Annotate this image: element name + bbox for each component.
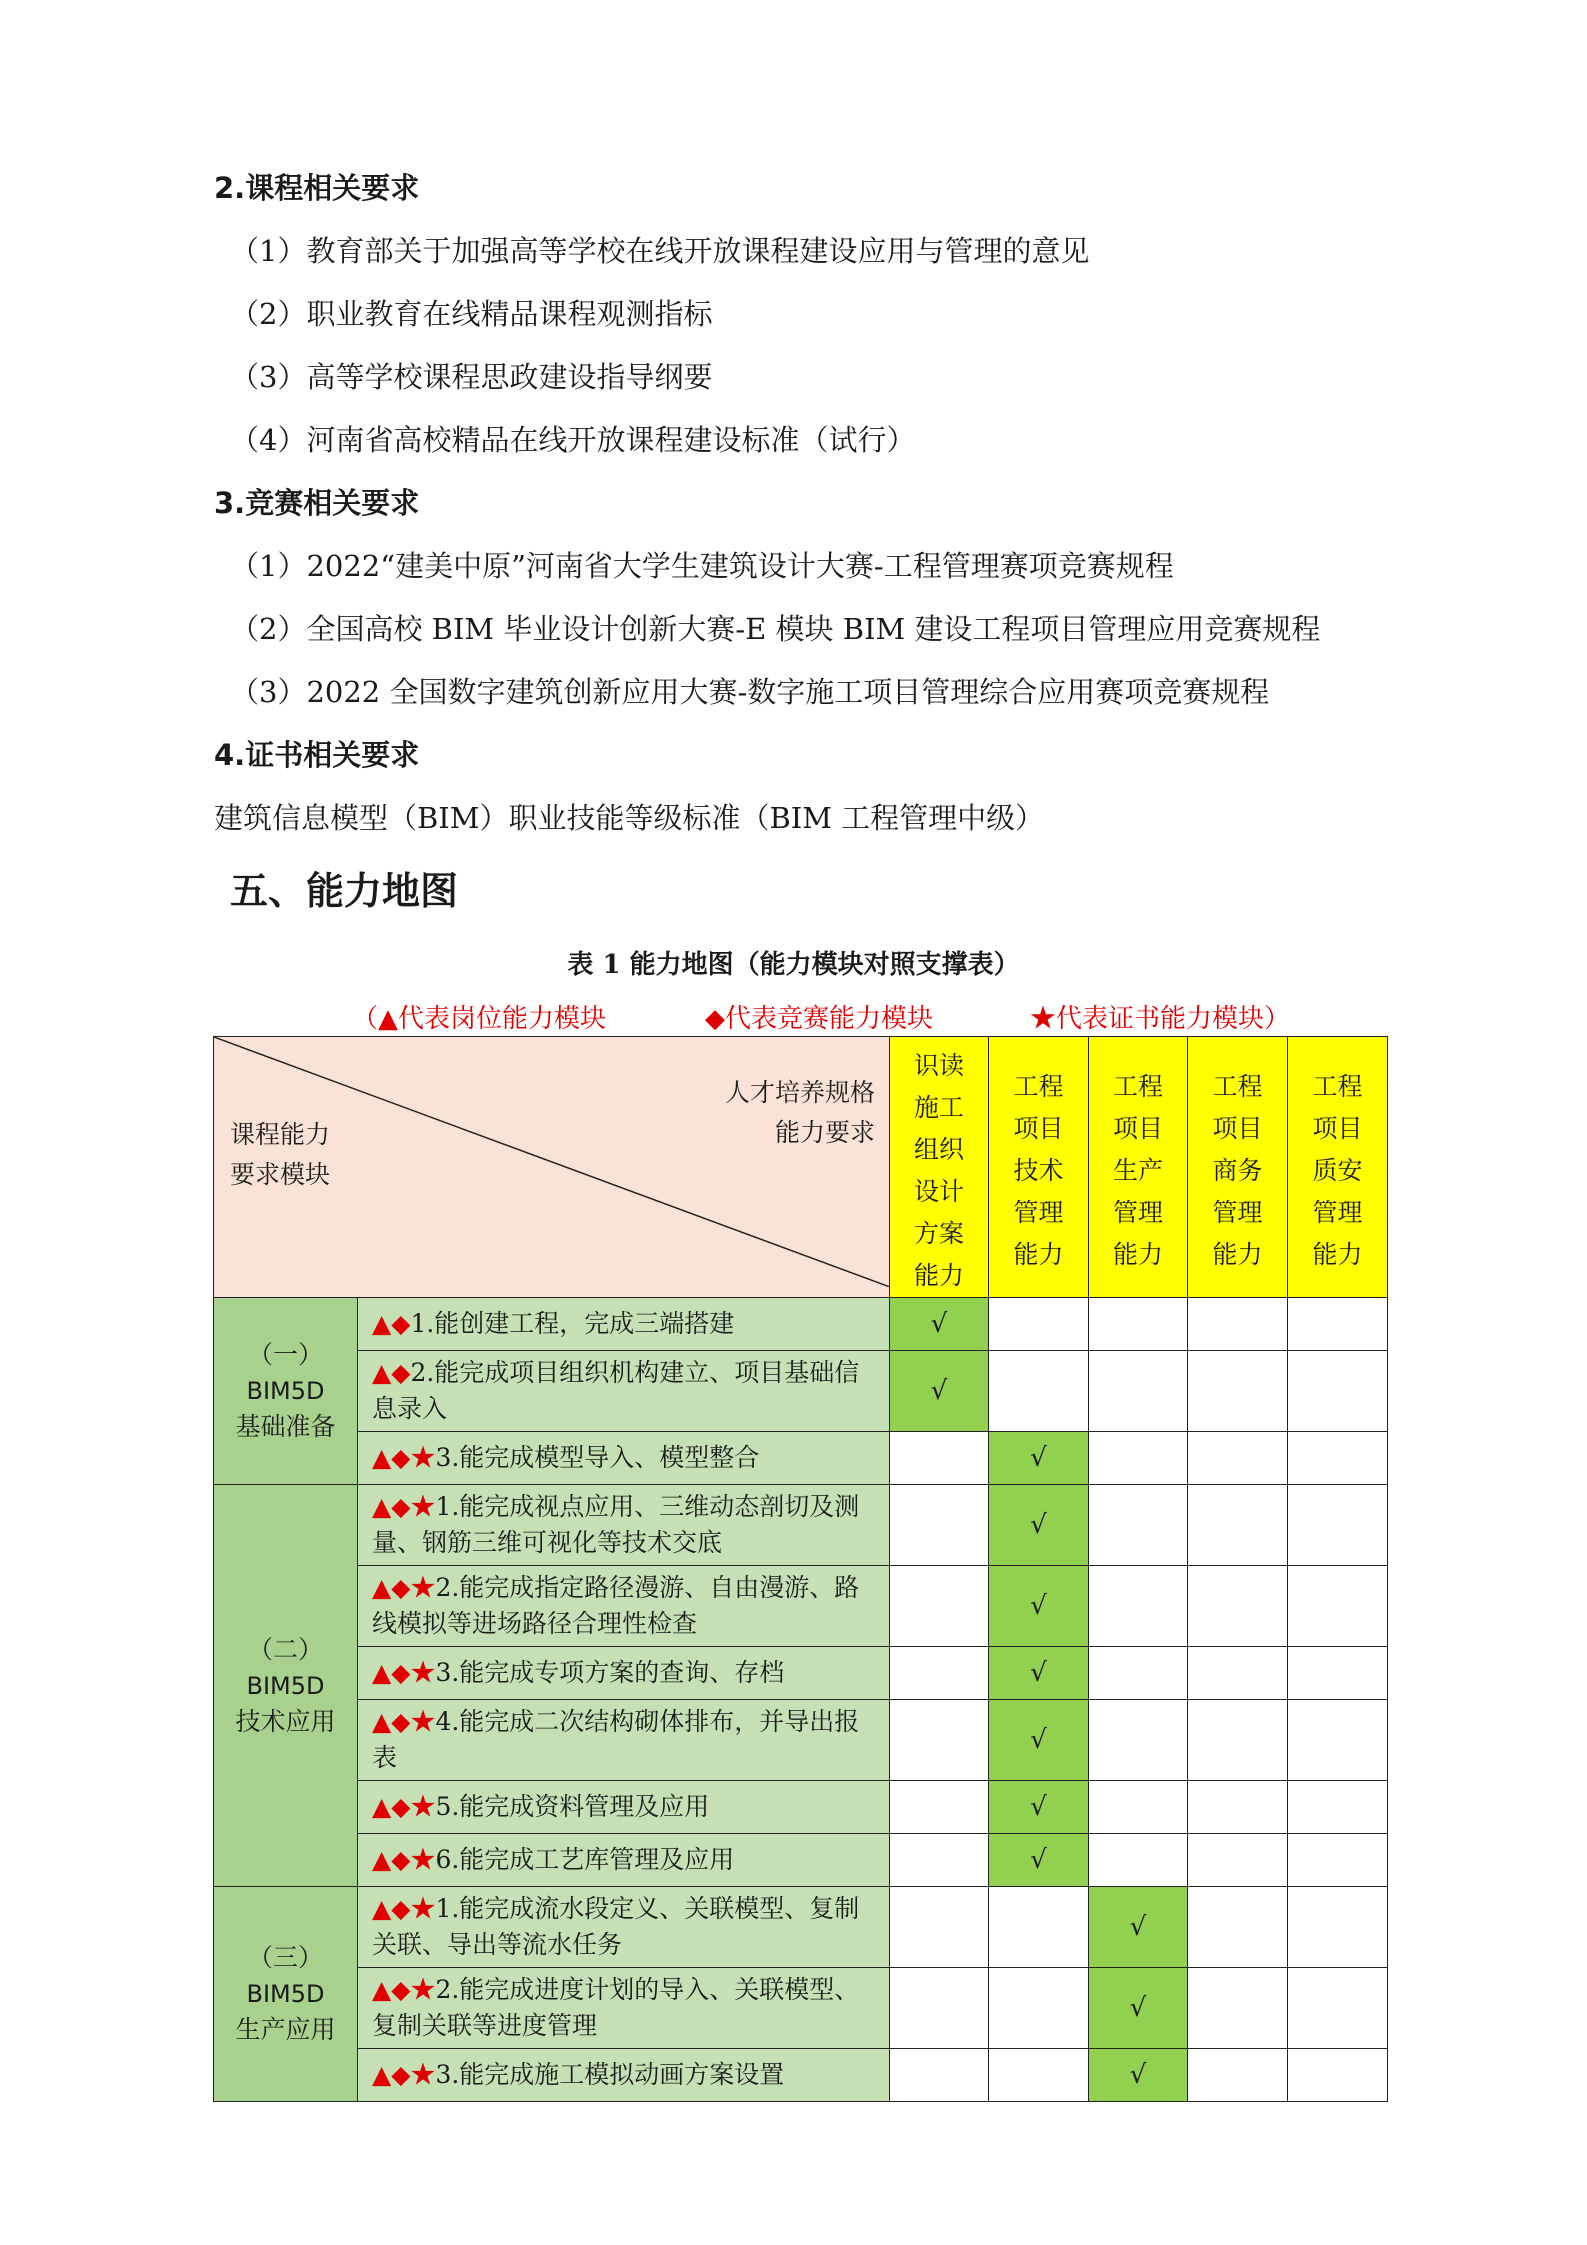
competition-item: （2）全国高校 BIM 毕业设计创新大赛-E 模块 BIM 建设工程项目管理应用竞赛规程 — [230, 612, 1321, 646]
skill-text: 3.能完成施工模拟动画方案设置 — [435, 2060, 785, 2089]
empty-cell — [1288, 1647, 1388, 1700]
module-label-line: BIM5D — [246, 1980, 325, 2008]
ability-map-table — [213, 1036, 1388, 2102]
ability-symbols: ▲◆★ — [372, 1573, 436, 1602]
table-row — [214, 1432, 1388, 1485]
column-header-text: 能力 — [913, 1261, 964, 1290]
header-bottom-left: 课程能力 要求模块 — [230, 1120, 331, 1189]
empty-cell — [1089, 1834, 1188, 1887]
column-header-text: 商务 — [1212, 1156, 1263, 1185]
course-item: （4）河南省高校精品在线开放课程建设标准（试行） — [230, 423, 916, 457]
table-row — [214, 1298, 1388, 1351]
skill-cell — [358, 2049, 890, 2102]
module-label-cell — [214, 1298, 358, 1485]
ability-symbols: ▲◆★ — [372, 1894, 436, 1923]
empty-cell — [989, 1887, 1089, 1968]
skill-text: 1.能完成流水段定义、关联模型、复制关联、导出等流水任务 — [372, 1894, 860, 1959]
column-header-text: 组织 — [913, 1135, 964, 1164]
empty-cell — [1288, 1887, 1388, 1968]
empty-cell — [890, 1781, 989, 1834]
diagonal-header-cell — [214, 1037, 890, 1298]
table-caption: 表 1 能力地图（能力模块对照支撑表） — [567, 950, 1020, 980]
column-header-text: 项目 — [1013, 1114, 1064, 1143]
column-header-text: 能力 — [1112, 1240, 1163, 1269]
column-header — [1188, 1037, 1288, 1298]
empty-cell — [1089, 1647, 1188, 1700]
empty-cell — [890, 1485, 989, 1566]
course-item: （1）教育部关于加强高等学校在线开放课程建设应用与管理的意见 — [230, 234, 1090, 268]
header-top-right: 人才培养规格 能力要求 — [724, 1078, 875, 1147]
empty-cell — [890, 1647, 989, 1700]
check-cell: √ — [989, 1566, 1089, 1647]
ability-symbols: ▲◆★ — [372, 1658, 436, 1687]
skill-cell — [358, 1485, 890, 1566]
empty-cell — [1188, 1566, 1288, 1647]
check-cell: √ — [989, 1647, 1089, 1700]
module-label-line: 技术应用 — [235, 1706, 336, 1736]
legend-competition: ◆代表竞赛能力模块 — [705, 1004, 933, 1034]
competition-item: （1）2022“建美中原”河南省大学生建筑设计大赛-工程管理赛项竞赛规程 — [230, 549, 1174, 583]
column-header-text: 能力 — [1312, 1240, 1363, 1269]
table-row — [214, 1968, 1388, 2049]
ability-symbols: ▲◆★ — [372, 2060, 436, 2089]
empty-cell — [1188, 1432, 1288, 1485]
column-header-text: 项目 — [1312, 1114, 1363, 1143]
skill-text: 4.能完成二次结构砌体排布，并导出报表 — [372, 1707, 860, 1772]
empty-cell — [1089, 1700, 1188, 1781]
empty-cell — [1288, 1485, 1388, 1566]
check-cell: √ — [989, 1700, 1089, 1781]
skill-cell — [358, 1351, 890, 1432]
ability-symbols: ▲◆ — [372, 1309, 411, 1338]
ability-symbols: ▲◆★ — [372, 1707, 436, 1736]
skill-text: 5.能完成资料管理及应用 — [435, 1792, 710, 1821]
check-cell: √ — [890, 1351, 989, 1432]
empty-cell — [890, 1968, 989, 2049]
ability-symbols: ▲◆★ — [372, 1792, 436, 1821]
empty-cell — [989, 2049, 1089, 2102]
check-cell: √ — [1089, 1968, 1188, 2049]
column-header-text: 管理 — [1013, 1198, 1064, 1227]
check-cell: √ — [989, 1781, 1089, 1834]
column-header-text: 管理 — [1212, 1198, 1263, 1227]
check-cell: √ — [1089, 1887, 1188, 1968]
table-row — [214, 1887, 1388, 1968]
empty-cell — [890, 2049, 989, 2102]
column-header-text: 工程 — [1212, 1072, 1263, 1101]
module-label-line: 生产应用 — [235, 2015, 336, 2044]
column-header-text: 设计 — [913, 1177, 964, 1206]
empty-cell — [1188, 1700, 1288, 1781]
certificate-item: 建筑信息模型（BIM）职业技能等级标准（BIM 工程管理中级） — [214, 801, 1045, 835]
legend-job: （▲代表岗位能力模块 — [352, 1004, 606, 1034]
column-header-text: 工程 — [1312, 1072, 1363, 1101]
empty-cell — [989, 1968, 1089, 2049]
empty-cell — [890, 1834, 989, 1887]
check-cell: √ — [989, 1834, 1089, 1887]
skill-text: 1.能创建工程，完成三端搭建 — [410, 1309, 735, 1338]
empty-cell — [1089, 1298, 1188, 1351]
ability-symbols: ▲◆★ — [372, 1975, 436, 2004]
ability-symbols: ▲◆★ — [372, 1443, 436, 1472]
empty-cell — [1288, 1432, 1388, 1485]
legend-certificate: ★代表证书能力模块） — [1030, 1004, 1291, 1034]
empty-cell — [1089, 1351, 1188, 1432]
empty-cell — [1288, 1968, 1388, 2049]
column-header-text: 施工 — [913, 1093, 964, 1122]
table-row — [214, 1566, 1388, 1647]
table-row — [214, 1351, 1388, 1432]
check-cell: √ — [989, 1432, 1089, 1485]
table-row — [214, 1647, 1388, 1700]
column-header-text: 能力 — [1013, 1240, 1064, 1269]
empty-cell — [1089, 1432, 1188, 1485]
skill-cell — [358, 1647, 890, 1700]
empty-cell — [1188, 2049, 1288, 2102]
column-header — [1089, 1037, 1188, 1298]
empty-cell — [1288, 1351, 1388, 1432]
skill-text: 2.能完成进度计划的导入、关联模型、复制关联等进度管理 — [372, 1975, 860, 2040]
module-label-cell — [214, 1485, 358, 1887]
table-row — [214, 1485, 1388, 1566]
empty-cell — [1288, 1298, 1388, 1351]
chapter-title: 五、能力地图 — [230, 869, 459, 913]
module-label-line: 基础准备 — [235, 1412, 336, 1441]
section-course-heading: 2.课程相关要求 — [214, 171, 420, 205]
empty-cell — [1288, 1834, 1388, 1887]
empty-cell — [1188, 1887, 1288, 1968]
check-cell: √ — [890, 1298, 989, 1351]
table-row — [214, 2049, 1388, 2102]
empty-cell — [1188, 1968, 1288, 2049]
skill-cell — [358, 1887, 890, 1968]
column-header-text: 项目 — [1212, 1114, 1263, 1143]
skill-cell — [358, 1834, 890, 1887]
module-label-line: BIM5D — [246, 1671, 325, 1700]
column-header-text: 管理 — [1312, 1198, 1363, 1227]
empty-cell — [1188, 1298, 1288, 1351]
skill-cell — [358, 1298, 890, 1351]
skill-cell — [358, 1968, 890, 2049]
empty-cell — [1188, 1834, 1288, 1887]
column-header-text: 管理 — [1112, 1198, 1163, 1227]
check-cell: √ — [1089, 2049, 1188, 2102]
table-row — [214, 1700, 1388, 1781]
column-header — [1288, 1037, 1388, 1298]
empty-cell — [1188, 1351, 1288, 1432]
column-header-text: 工程 — [1112, 1072, 1163, 1101]
skill-text: 1.能完成视点应用、三维动态剖切及测量、钢筋三维可视化等技术交底 — [372, 1492, 860, 1557]
skill-text: 3.能完成专项方案的查询、存档 — [435, 1658, 785, 1687]
empty-cell — [989, 1351, 1089, 1432]
empty-cell — [1188, 1485, 1288, 1566]
ability-symbols: ▲◆★ — [372, 1492, 436, 1521]
empty-cell — [1188, 1781, 1288, 1834]
empty-cell — [1288, 1700, 1388, 1781]
empty-cell — [1188, 1647, 1288, 1700]
column-header-text: 识读 — [913, 1051, 964, 1080]
skill-text: 6.能完成工艺库管理及应用 — [435, 1845, 735, 1874]
empty-cell — [989, 1298, 1089, 1351]
module-label-cell — [214, 1887, 358, 2102]
column-header-text: 技术 — [1013, 1156, 1064, 1185]
empty-cell — [890, 1700, 989, 1781]
column-header-text: 工程 — [1013, 1072, 1064, 1101]
skill-cell — [358, 1781, 890, 1834]
check-cell: √ — [989, 1485, 1089, 1566]
skill-cell — [358, 1432, 890, 1485]
module-label-line: （三） — [247, 1943, 323, 1972]
empty-cell — [890, 1432, 989, 1485]
section-certificate-heading: 4.证书相关要求 — [214, 738, 420, 772]
empty-cell — [890, 1566, 989, 1647]
empty-cell — [1089, 1485, 1188, 1566]
ability-symbols: ▲◆★ — [372, 1845, 436, 1874]
course-item: （3）高等学校课程思政建设指导纲要 — [230, 360, 713, 394]
column-header — [989, 1037, 1089, 1298]
column-header-text: 方案 — [913, 1219, 964, 1248]
competition-item: （3）2022 全国数字建筑创新应用大赛-数字施工项目管理综合应用赛项竞赛规程 — [230, 675, 1270, 709]
course-item: （2）职业教育在线精品课程观测指标 — [230, 297, 713, 331]
skill-cell — [358, 1700, 890, 1781]
column-header-text: 质安 — [1312, 1156, 1363, 1185]
column-header-text: 能力 — [1212, 1240, 1263, 1269]
empty-cell — [1089, 1781, 1188, 1834]
empty-cell — [890, 1887, 989, 1968]
empty-cell — [1089, 1566, 1188, 1647]
module-label-line: （二） — [247, 1634, 323, 1664]
table-row — [214, 1834, 1388, 1887]
empty-cell — [1288, 1566, 1388, 1647]
module-label-line: BIM5D — [246, 1377, 325, 1405]
skill-text: 2.能完成项目组织机构建立、项目基础信息录入 — [372, 1358, 860, 1423]
ability-symbols: ▲◆ — [372, 1358, 411, 1387]
skill-text: 2.能完成指定路径漫游、自由漫游、路线模拟等进场路径合理性检查 — [372, 1573, 860, 1638]
section-competition-heading: 3.竞赛相关要求 — [214, 486, 420, 520]
module-label-line: （一） — [247, 1340, 323, 1369]
column-header-text: 生产 — [1112, 1156, 1163, 1185]
empty-cell — [1288, 2049, 1388, 2102]
column-header-text: 项目 — [1112, 1114, 1163, 1143]
skill-cell — [358, 1566, 890, 1647]
skill-text: 3.能完成模型导入、模型整合 — [435, 1443, 760, 1472]
table-row — [214, 1781, 1388, 1834]
column-header — [890, 1037, 989, 1298]
empty-cell — [1288, 1781, 1388, 1834]
